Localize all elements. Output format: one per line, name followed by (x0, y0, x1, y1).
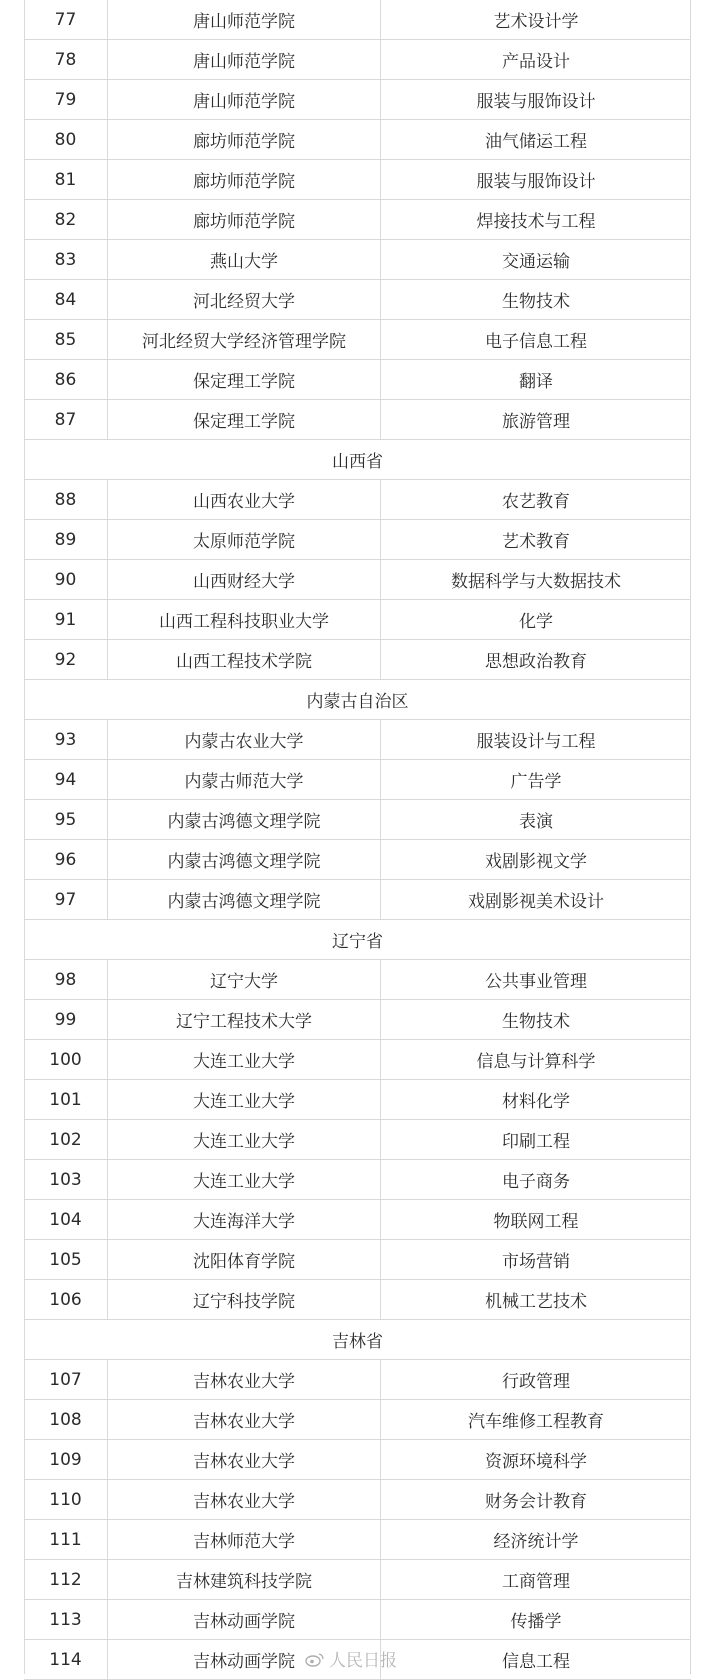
school-name: 吉林农业大学 (108, 1480, 381, 1519)
major-name: 产品设计 (502, 52, 570, 72)
row-number: 98 (24, 960, 108, 999)
row-number: 107 (24, 1360, 108, 1399)
school-name: 大连海洋大学 (108, 1200, 381, 1239)
row-number: 88 (24, 480, 108, 519)
row-number: 92 (24, 640, 108, 679)
major-name: 信息工程 (502, 1652, 570, 1672)
province-header: 山西省 (24, 440, 691, 480)
table-row (24, 120, 691, 160)
major-name: 戏剧影视文学 (485, 852, 587, 872)
major-name: 材料化学 (502, 1092, 570, 1112)
school-name: 内蒙古鸿德文理学院 (108, 800, 381, 839)
row-number: 93 (24, 720, 108, 759)
school-name: 辽宁科技学院 (108, 1280, 381, 1319)
major-name: 服装与服饰设计 (476, 172, 596, 192)
table-row (24, 80, 691, 120)
school-name: 吉林农业大学 (108, 1440, 381, 1479)
row-number: 111 (24, 1520, 108, 1559)
row-number: 87 (24, 400, 108, 439)
major-name: 旅游管理 (502, 412, 570, 432)
row-number: 91 (24, 600, 108, 639)
table-row (24, 800, 691, 840)
table-row (24, 1200, 691, 1240)
watermark (305, 1646, 397, 1671)
table-row (24, 40, 691, 80)
row-number: 94 (24, 760, 108, 799)
school-name: 吉林农业大学 (108, 1360, 381, 1399)
table-row (24, 320, 691, 360)
major-name: 表演 (519, 812, 553, 832)
row-number: 78 (24, 40, 108, 79)
row-number: 79 (24, 80, 108, 119)
college-major-table (24, 0, 691, 1680)
school-name: 廊坊师范学院 (108, 120, 381, 159)
school-name: 山西农业大学 (108, 480, 381, 519)
major-name: 传播学 (510, 1612, 562, 1632)
major-name: 服装与服饰设计 (476, 92, 596, 112)
school-name: 内蒙古师范大学 (108, 760, 381, 799)
row-number: 84 (24, 280, 108, 319)
row-number: 114 (24, 1640, 108, 1679)
row-number: 90 (24, 560, 108, 599)
major-name: 信息与计算科学 (476, 1052, 596, 1072)
row-number: 110 (24, 1480, 108, 1519)
row-number: 77 (24, 0, 108, 39)
row-number: 95 (24, 800, 108, 839)
row-number: 82 (24, 200, 108, 239)
row-number: 102 (24, 1120, 108, 1159)
major-name: 农艺教育 (502, 492, 570, 512)
major-name: 翻译 (519, 372, 553, 392)
major-name: 戏剧影视美术设计 (468, 892, 604, 912)
school-name: 大连工业大学 (108, 1160, 381, 1199)
table-row (24, 1280, 691, 1320)
row-number: 103 (24, 1160, 108, 1199)
school-name: 太原师范学院 (108, 520, 381, 559)
major-name: 思想政治教育 (485, 652, 587, 672)
school-name: 吉林师范大学 (108, 1520, 381, 1559)
school-name: 吉林农业大学 (108, 1400, 381, 1439)
row-number: 99 (24, 1000, 108, 1039)
table-row (24, 1080, 691, 1120)
major-name: 财务会计教育 (485, 1492, 587, 1512)
table-row (24, 640, 691, 680)
row-number: 86 (24, 360, 108, 399)
table-row (24, 560, 691, 600)
row-number: 105 (24, 1240, 108, 1279)
table-row (24, 720, 691, 760)
table-row (24, 240, 691, 280)
school-name: 吉林动画学院 (108, 1640, 381, 1679)
table-row (24, 480, 691, 520)
table-row (24, 840, 691, 880)
school-name: 山西财经大学 (108, 560, 381, 599)
school-name: 山西工程技术学院 (108, 640, 381, 679)
school-name: 大连工业大学 (108, 1080, 381, 1119)
school-name: 唐山师范学院 (108, 80, 381, 119)
school-name: 廊坊师范学院 (108, 160, 381, 199)
table-row (24, 1520, 691, 1560)
school-name: 内蒙古鸿德文理学院 (108, 880, 381, 919)
table-row (24, 360, 691, 400)
school-name: 唐山师范学院 (108, 0, 381, 39)
weibo-icon (305, 1651, 325, 1667)
table-row (24, 1040, 691, 1080)
major-name: 印刷工程 (502, 1132, 570, 1152)
row-number: 97 (24, 880, 108, 919)
row-number: 85 (24, 320, 108, 359)
province-header: 内蒙古自治区 (24, 680, 691, 720)
table-row (24, 760, 691, 800)
school-name: 辽宁工程技术大学 (108, 1000, 381, 1039)
major-name: 物联网工程 (493, 1212, 579, 1232)
school-name: 大连工业大学 (108, 1040, 381, 1079)
school-name: 唐山师范学院 (108, 40, 381, 79)
row-number: 113 (24, 1600, 108, 1639)
major-name: 焊接技术与工程 (476, 212, 596, 232)
school-name: 河北经贸大学经济管理学院 (108, 320, 381, 359)
table-row (24, 1480, 691, 1520)
major-name: 经济统计学 (493, 1532, 579, 1552)
table-row (24, 0, 691, 40)
school-name: 吉林动画学院 (108, 1600, 381, 1639)
school-name: 大连工业大学 (108, 1120, 381, 1159)
major-name: 交通运输 (502, 252, 570, 272)
table-row (24, 1400, 691, 1440)
row-number: 100 (24, 1040, 108, 1079)
major-name: 生物技术 (502, 292, 570, 312)
row-number: 109 (24, 1440, 108, 1479)
major-name: 电子信息工程 (485, 332, 587, 352)
major-name: 市场营销 (502, 1252, 570, 1272)
table-row (24, 200, 691, 240)
row-number: 104 (24, 1200, 108, 1239)
row-number: 81 (24, 160, 108, 199)
school-name: 内蒙古鸿德文理学院 (108, 840, 381, 879)
table-row (24, 1560, 691, 1600)
school-name: 保定理工学院 (108, 400, 381, 439)
table-row (24, 1000, 691, 1040)
table-row (24, 1360, 691, 1400)
table-row (24, 960, 691, 1000)
major-name: 公共事业管理 (485, 972, 587, 992)
table-row (24, 1240, 691, 1280)
major-name: 生物技术 (502, 1012, 570, 1032)
row-number: 108 (24, 1400, 108, 1439)
row-number: 96 (24, 840, 108, 879)
watermark-text: 人民日报 (329, 1651, 397, 1671)
major-name: 机械工艺技术 (485, 1292, 587, 1312)
province-header: 辽宁省 (24, 920, 691, 960)
table-row (24, 880, 691, 920)
major-name: 油气储运工程 (485, 132, 587, 152)
major-name: 化学 (519, 612, 553, 632)
row-number: 80 (24, 120, 108, 159)
table-row (24, 280, 691, 320)
major-name: 广告学 (510, 772, 562, 792)
row-number: 106 (24, 1280, 108, 1319)
row-number: 112 (24, 1560, 108, 1599)
school-name: 沈阳体育学院 (108, 1240, 381, 1279)
province-header: 吉林省 (24, 1320, 691, 1360)
major-name: 服装设计与工程 (476, 732, 596, 752)
table-row (24, 400, 691, 440)
major-name: 数据科学与大数据技术 (451, 572, 621, 592)
major-name: 工商管理 (502, 1572, 570, 1592)
school-name: 河北经贸大学 (108, 280, 381, 319)
row-number: 83 (24, 240, 108, 279)
major-name: 行政管理 (502, 1372, 570, 1392)
school-name: 辽宁大学 (108, 960, 381, 999)
table-row (24, 1600, 691, 1640)
major-name: 艺术教育 (502, 532, 570, 552)
major-name: 资源环境科学 (485, 1452, 587, 1472)
major-name: 电子商务 (502, 1172, 570, 1192)
school-name: 山西工程科技职业大学 (108, 600, 381, 639)
major-name: 汽车维修工程教育 (468, 1412, 604, 1432)
school-name: 内蒙古农业大学 (108, 720, 381, 759)
table-row (24, 160, 691, 200)
school-name: 燕山大学 (108, 240, 381, 279)
table-row (24, 1120, 691, 1160)
table-row (24, 1440, 691, 1480)
school-name: 廊坊师范学院 (108, 200, 381, 239)
major-name: 艺术设计学 (493, 12, 579, 32)
school-name: 保定理工学院 (108, 360, 381, 399)
school-name: 吉林建筑科技学院 (108, 1560, 381, 1599)
row-number: 89 (24, 520, 108, 559)
row-number: 101 (24, 1080, 108, 1119)
table-row (24, 600, 691, 640)
table-row (24, 1160, 691, 1200)
table-row (24, 520, 691, 560)
